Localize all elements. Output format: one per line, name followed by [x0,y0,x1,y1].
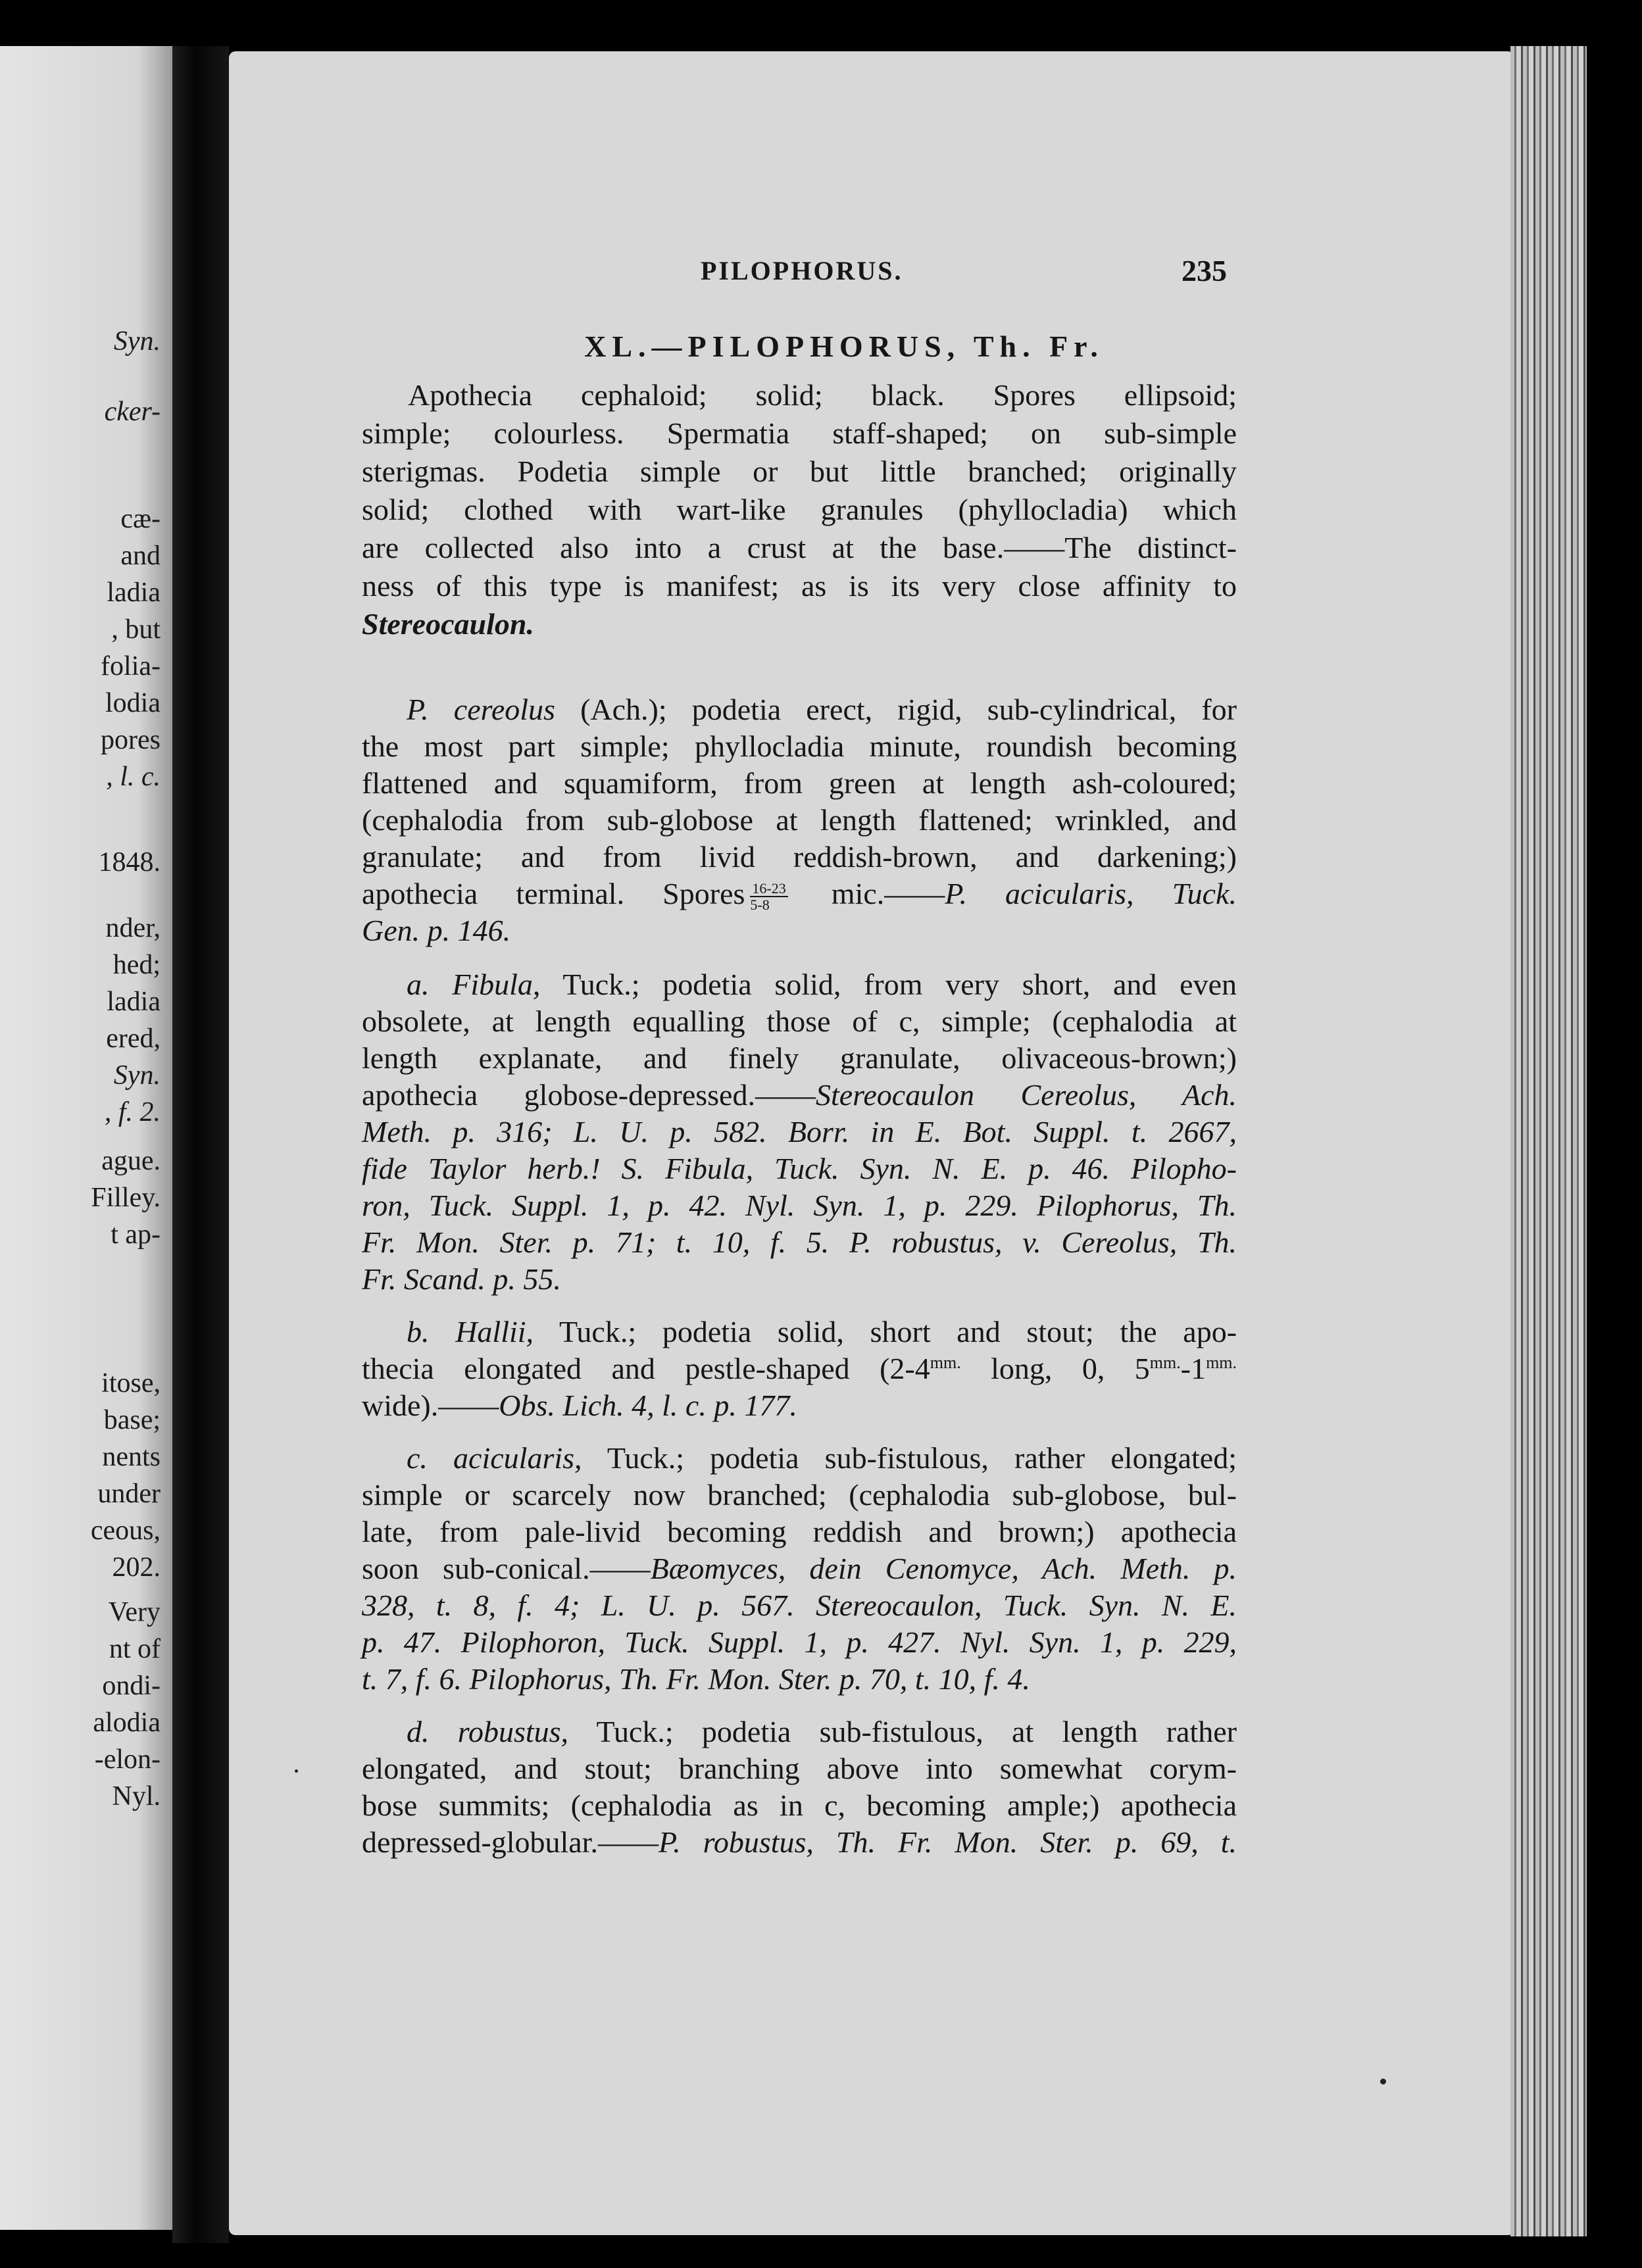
hallii-reference: Obs. Lich. 4, l. c. p. 177. [499,1389,797,1422]
facing-page-text-fragment: alodia [93,1708,161,1738]
acicularis-line-1 [407,1443,1237,1473]
fibula-line-1 [407,970,1237,1000]
fibula-line-7: ron, Tuck. Suppl. 1, p. 42. Nyl. Syn. 1, p. 229. Pilophorus, Th. [362,1189,1237,1222]
facing-page-text-fragment: ered, [106,1023,161,1054]
genus-line-1: Apothecia cephaloid; solid; black. Spores ellipsoid; [408,378,1237,412]
hallii-line-3 [362,1391,1237,1421]
robustus-line-2: elongated, and stout; branching above into somewhat corym- [362,1752,1237,1785]
variety-name: d. robustus, [407,1715,569,1748]
species-name: P. cereolus [407,693,555,726]
genus-line-5: are collected also into a crust at the base.——The distinct- [362,531,1237,564]
genus-line-4: solid; clothed with wart-like granules (phyllocladia) which [362,493,1237,526]
fibula-synonym: Stereocaulon Cereolus, Ach. [815,1078,1237,1112]
hallii-line-1-text: Tuck.; podetia solid, short and stout; the apo- [534,1315,1237,1348]
facing-page-edge [0,46,172,2230]
facing-page-text-fragment: Very [108,1597,161,1627]
cereolus-line-6-unit: mic.—— [793,877,945,910]
cereolus-line-1 [407,695,1237,725]
acicularis-line-4 [362,1554,1237,1584]
fibula-line-4-text: apothecia globose-depressed.—— [362,1078,816,1112]
genus-line-6: ness of this type is manifest; as is its very close affinity to [362,569,1237,603]
spore-fraction [750,881,787,912]
variety-name: b. Hallii, [407,1315,534,1348]
facing-page-text-fragment: under [97,1479,161,1509]
robustus-synonym: P. robustus, Th. Fr. Mon. Ster. p. 69, t. [658,1825,1237,1859]
acicularis-line-5: 328, t. 8, f. 4; L. U. p. 567. Stereocaulon, Tuck. Syn. N. E. [362,1589,1237,1622]
facing-page-text-fragment: ladia [107,578,161,608]
fibula-line-5: Meth. p. 316; L. U. p. 582. Borr. in E. Bot. Suppl. t. 2667, [362,1115,1237,1148]
facing-page-text-fragment: ague. [101,1146,161,1176]
cereolus-line-6-text: apothecia terminal. Spores [362,877,745,910]
cereolus-line-2: the most part simple; phyllocladia minute, roundish becoming [362,729,1237,763]
facing-page-text-fragment: Syn. [113,326,161,357]
hallii-line-2 [362,1354,1237,1384]
fibula-line-2: obsolete, at length equalling those of c, simple; (cephalodia at [362,1004,1237,1038]
genus-line-3: sterigmas. Podetia simple or but little branched; originally [362,455,1237,488]
facing-page-text-fragment: base; [103,1405,161,1435]
cereolus-line-7: Gen. p. 146. [362,914,511,947]
hallii-line-2-text: thecia elongated and pestle-shaped (2-4 [362,1352,930,1385]
robustus-line-4-text: depressed-globular.—— [362,1825,659,1859]
fibula-line-3: length explanate, and finely granulate, olivaceous-brown;) [362,1041,1237,1075]
cereolus-synonym: P. acicularis, Tuck. [945,877,1237,910]
cereolus-line-6 [362,879,1237,913]
facing-page-text-fragment: 1848. [98,847,161,877]
book-gutter [172,46,229,2243]
variety-name: c. acicularis, [407,1441,582,1475]
unit-superscript: mm. [1206,1353,1237,1372]
facing-page-text-fragment: Filley. [91,1183,161,1213]
page-edges [1510,46,1587,2236]
facing-page-text-fragment: cker- [104,397,161,427]
facing-page-text-fragment: folia- [101,651,161,681]
hallii-line-2-text: long, 0, 5 [960,1352,1150,1385]
facing-page-text-fragment: ceous, [90,1516,161,1546]
acicularis-line-1-text: Tuck.; podetia sub-fistulous, rather elongated; [582,1441,1237,1475]
ink-speck [1380,2079,1386,2084]
fibula-line-4 [362,1080,1237,1110]
genus-line-2: simple; colourless. Spermatia staff-shaped; on sub-simple [362,416,1237,450]
spore-length: 16-23 [750,881,787,897]
facing-page-text-fragment: , l. c. [106,762,161,792]
robustus-line-3: bose summits; (cephalodia as in c, becoming ample;) apothecia [362,1788,1237,1822]
section-title: XL.—PILOPHORUS, Th. Fr. [584,330,1104,363]
facing-page-text-fragment: 202. [112,1552,161,1583]
acicularis-line-2: simple or scarcely now branched; (cephalodia sub-globose, bul- [362,1478,1237,1512]
ink-speck [295,1769,298,1773]
facing-page-text-fragment: t ap- [111,1220,161,1250]
facing-page-text-fragment: cæ- [120,504,161,534]
facing-page-text-fragment: ondi- [102,1671,161,1701]
facing-page-text-fragment: nder, [105,913,161,943]
spore-width: 5-8 [750,897,770,914]
acicularis-line-3: late, from pale-livid becoming reddish and brown;) apothecia [362,1515,1237,1548]
page-number: 235 [1182,254,1227,287]
facing-page-text-fragment: , but [111,614,161,645]
facing-page-text-fragment: lodia [105,688,161,718]
facing-page-text-fragment: Syn. [113,1060,161,1091]
fibula-line-9: Fr. Scand. p. 55. [362,1262,561,1296]
facing-page-text-fragment: -elon- [94,1744,161,1775]
robustus-line-1 [407,1717,1237,1747]
acicularis-line-7: t. 7, f. 6. Pilophorus, Th. Fr. Mon. Ster. p. 70, t. 10, f. 4. [362,1662,1030,1696]
cereolus-line-3: flattened and squamiform, from green at length ash-coloured; [362,766,1237,800]
cereolus-line-4: (cephalodia from sub-globose at length flattened; wrinkled, and [362,803,1237,837]
cereolus-line-1-text: (Ach.); podetia erect, rigid, sub-cylindrical, for [555,693,1237,726]
running-head: PILOPHORUS. [701,256,903,285]
fibula-line-1-text: Tuck.; podetia solid, from very short, and even [540,968,1237,1001]
variety-name: a. Fibula, [407,968,541,1001]
robustus-line-1-text: Tuck.; podetia sub-fistulous, at length rather [568,1715,1237,1748]
facing-page-text-fragment: nt of [109,1634,161,1664]
facing-page-text-fragment: , f. 2. [104,1097,161,1127]
facing-page-text-fragment: hed; [112,950,161,980]
acicularis-line-4-text: soon sub-conical.—— [362,1552,651,1585]
hallii-line-1 [407,1317,1237,1347]
facing-page-text-fragment: and [120,541,161,571]
hallii-line-2-text: -1 [1180,1352,1207,1385]
unit-superscript: mm. [930,1353,961,1372]
facing-page-text-fragment: ladia [107,987,161,1017]
acicularis-synonym: Bæomyces, dein Cenomyce, Ach. Meth. p. [650,1552,1237,1585]
acicularis-line-6: p. 47. Pilophoron, Tuck. Suppl. 1, p. 427. Nyl. Syn. 1, p. 229, [362,1625,1237,1659]
facing-page-text-fragment: Nyl. [112,1781,161,1812]
hallii-line-3-text: wide).—— [362,1389,499,1422]
fibula-line-6: fide Taylor herb.! S. Fibula, Tuck. Syn. N. E. p. 46. Pilopho- [362,1152,1237,1185]
fibula-line-8: Fr. Mon. Ster. p. 71; t. 10, f. 5. P. robustus, v. Cereolus, Th. [362,1225,1237,1259]
genus-line-7: Stereocaulon. [362,607,534,641]
robustus-line-4 [362,1827,1237,1858]
unit-superscript: mm. [1149,1353,1181,1372]
facing-page-text-fragment: nents [102,1442,161,1472]
facing-page-text-fragment: itose, [101,1368,161,1398]
facing-page-text-fragment: pores [101,725,161,755]
cereolus-line-5: granulate; and from livid reddish-brown, and darkening;) [362,840,1237,874]
